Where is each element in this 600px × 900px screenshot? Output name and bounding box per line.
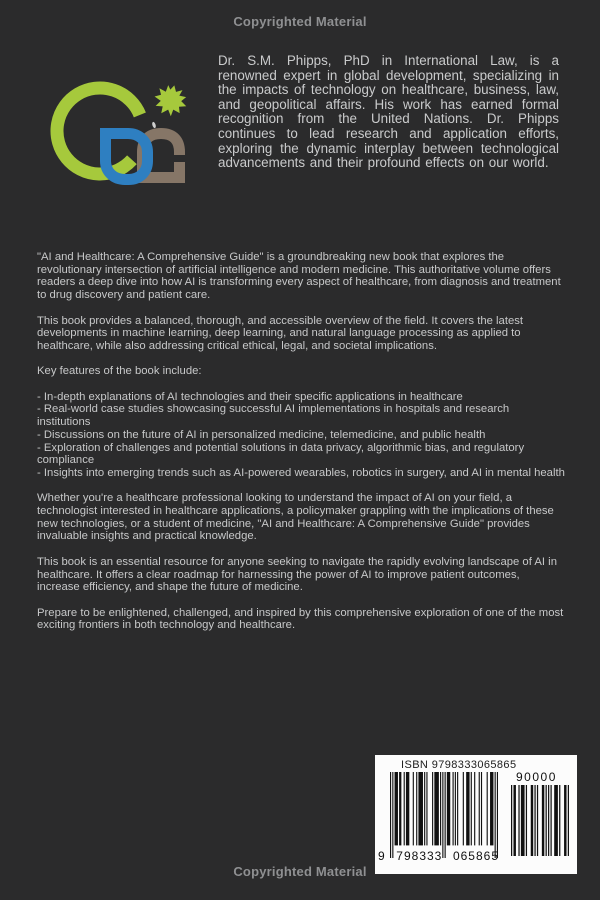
ean5-supplement-barcode: [511, 785, 569, 856]
publisher-logo: [45, 76, 195, 216]
isbn-barcode-panel: [375, 755, 577, 874]
maple-leaf-icon: [151, 82, 190, 119]
key-features-heading: Key features of the book include:: [37, 365, 202, 378]
droplet-icon: [151, 121, 156, 128]
description-paragraph: "AI and Healthcare: A Comprehensive Guide" is a groundbreaking new book that explores the revolutionary intersection of artificial intelligence and modern medicine. This authoritative volume offers readers a deep dive into how AI is transforming every aspect of healthcare, from diagnosis and treatment to drug discovery and patient care.: [37, 251, 561, 302]
barcode-digits: [378, 849, 499, 863]
description-paragraph: Prepare to be enlightened, challenged, and inspired by this comprehensive exploration of one of the most exciting frontiers in both technology and healthcare.: [37, 606, 564, 632]
barcode-digit-group: 798333: [396, 849, 443, 863]
key-features-list: [37, 391, 565, 480]
barcode-digit-lead: 9: [378, 849, 386, 863]
feature-item: - Real-world case studies showcasing successful AI implementations in hospitals and research institutions: [37, 403, 510, 429]
feature-item: - Insights into emerging trends such as AI-powered wearables, robotics in surgery, and AI in mental health: [37, 466, 565, 479]
description-paragraph: This book is an essential resource for anyone seeking to navigate the rapidly evolving landscape of AI in healthcare. It offers a clear roadmap for harnessing the power of AI to improve patient outcomes, increase efficiency, and shape the future of medicine.: [37, 555, 557, 594]
isbn-label: ISBN 9798333065865: [401, 759, 517, 771]
ean13-barcode: [390, 772, 498, 858]
copyright-watermark-bottom: Copyrighted Material: [233, 864, 367, 879]
copyright-watermark-top: Copyrighted Material: [233, 14, 367, 29]
description-paragraph: This book provides a balanced, thorough, and accessible overview of the field. It covers the latest developments in machine learning, deep learning, and natural language processing as applied to healthcare, while also addressing critical ethical, legal, and societal implications.: [37, 314, 524, 352]
author-bio: Dr. S.M. Phipps, PhD in International Law, is a renowned expert in global development, specializing in the impacts of technology on healthcare, business, law, and geopolitical affairs. His work has earned formal recognition from the United Nations. Dr. Phipps continues to lead research and application efforts, exploring the dynamic interplay between technological advancements and their profound effects on our world.: [218, 53, 559, 171]
description-paragraph: Whether you're a healthcare professional looking to understand the impact of AI on your field, a technologist interested in healthcare applications, a policymaker grappling with the implications of these new technologies, or a student of medicine, "AI and Healthcare: A Comprehensive Guide" provides invaluable insights and practical knowledge.: [37, 492, 554, 543]
barcode-supplement-code: 90000: [516, 770, 557, 784]
barcode-digit-group: 065865: [452, 849, 499, 863]
feature-item: - In-depth explanations of AI technologies and their specific applications in healthcare: [37, 390, 463, 403]
book-description: [37, 251, 565, 645]
feature-item: - Discussions on the future of AI in personalized medicine, telemedicine, and public health: [37, 428, 486, 441]
feature-item: - Exploration of challenges and potential solutions in data privacy, algorithmic bias, and regulatory compliance: [37, 441, 525, 467]
